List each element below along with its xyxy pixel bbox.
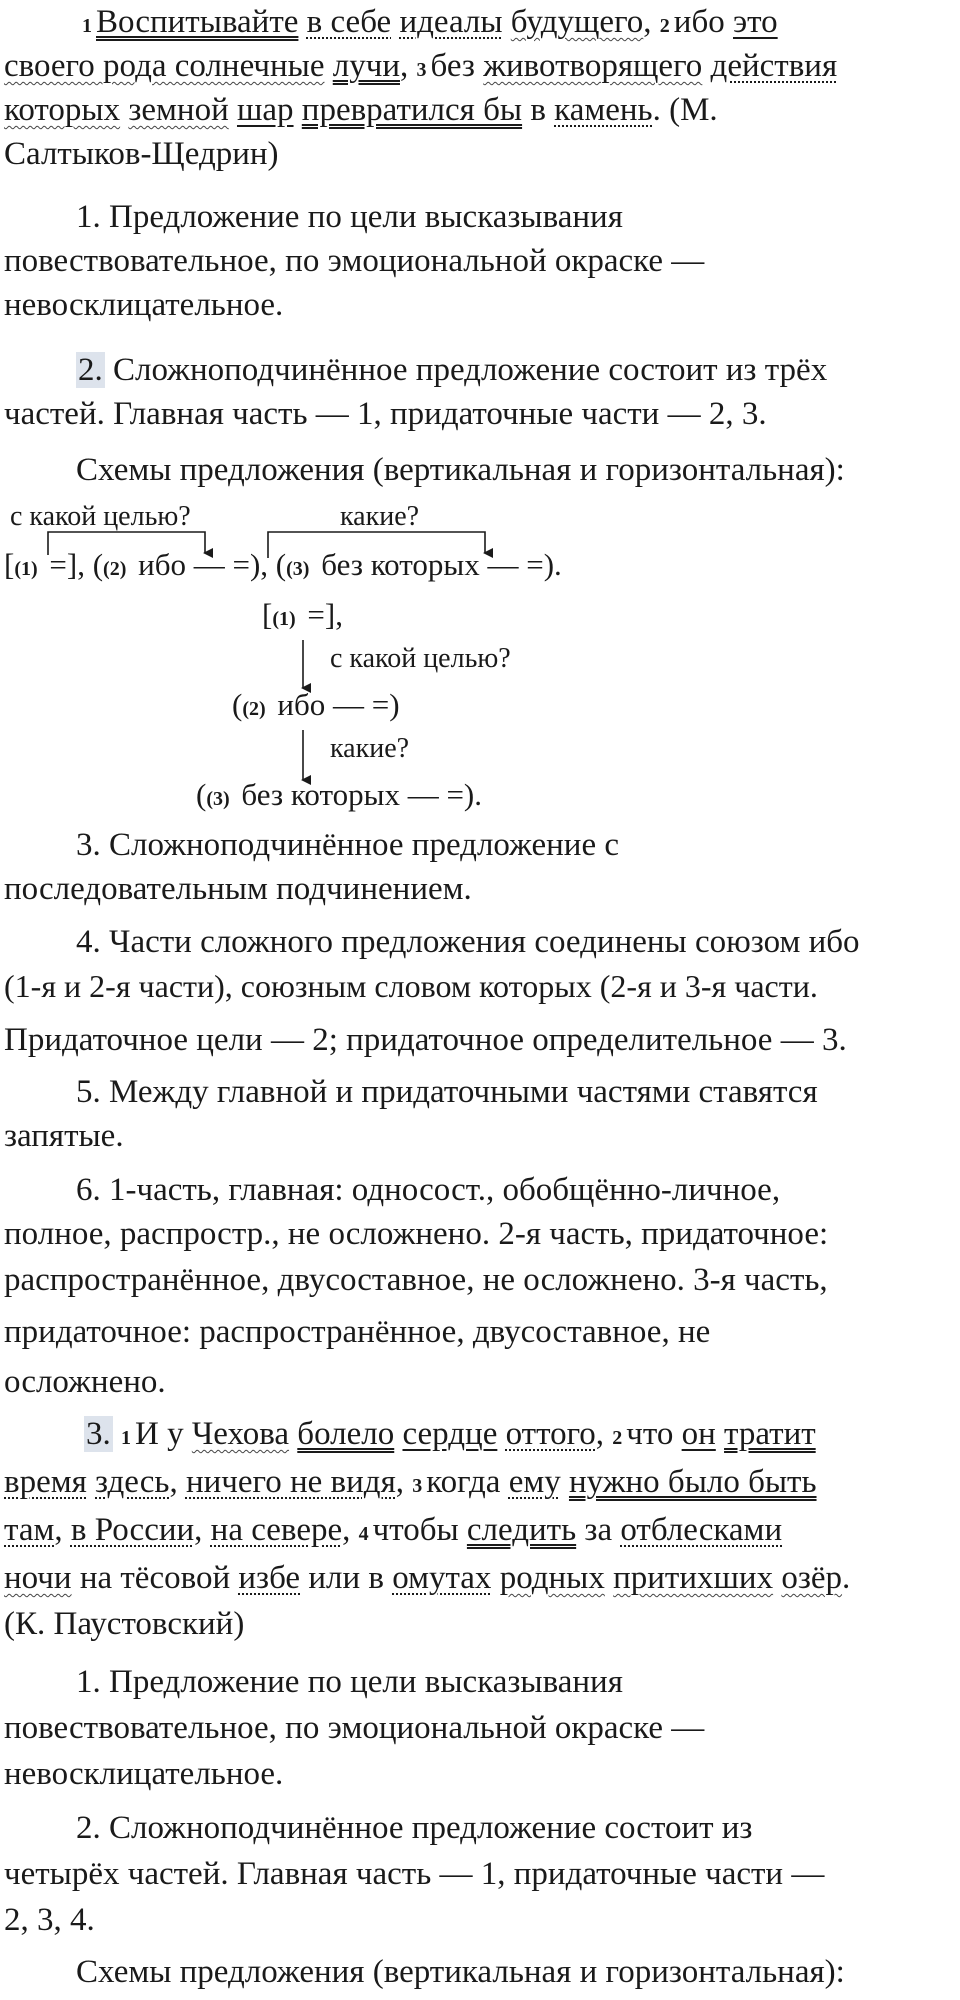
analysis-1-point-4-line-1: 4. Части сложного предложения соединены союзом ибо bbox=[76, 924, 860, 960]
arrow-which bbox=[268, 532, 485, 558]
analysis-1-point-6-line-4: придаточное: распространённое, двусоставное, не bbox=[4, 1314, 711, 1350]
attribute: Чехова bbox=[191, 1416, 290, 1452]
horizontal-scheme: [(1) =], ((2) ибо — =), ((3) без которых — =). bbox=[4, 547, 562, 582]
predicate: Воспитывайте bbox=[96, 4, 299, 40]
vertical-question-purpose: с какой целью? bbox=[330, 643, 511, 674]
part-number: 1 bbox=[121, 1427, 131, 1449]
sentence-2-line-3: там, в России, на севере, 4 чтобы следить за отблесками bbox=[4, 1512, 783, 1548]
vertical-scheme-clause-3: ((3) без которых — =). bbox=[196, 777, 483, 812]
analysis-1-point-5-line-2: запятые. bbox=[4, 1118, 124, 1154]
analysis-1-point-3-line-2: последовательным подчинением. bbox=[4, 871, 472, 907]
object: идеалы bbox=[399, 4, 503, 40]
sentence-2-line-1: 3. 1 И у Чехова болело сердце оттого, 2 что он тратит bbox=[86, 1416, 816, 1452]
analysis-2-point-1-line-1: 1. Предложение по цели высказывания bbox=[76, 1664, 623, 1700]
highlighted-number: 2. bbox=[78, 352, 103, 388]
schemes-title-2: Схемы предложения (вертикальная и горизонтальная): bbox=[76, 1954, 845, 1990]
part-number: 3 bbox=[416, 59, 427, 81]
predicate: лучи bbox=[332, 48, 400, 84]
object: камень bbox=[554, 92, 653, 128]
part-number: 4 bbox=[358, 1523, 369, 1545]
adverbial: ничего не видя bbox=[185, 1464, 396, 1500]
sentence-2-line-2: время здесь, ничего не видя, 3 когда ему нужно было быть bbox=[4, 1464, 817, 1500]
attribute: ночи bbox=[4, 1560, 72, 1596]
object: отблесками bbox=[620, 1512, 783, 1548]
sentence-1-line-2: своего рода солнечные лучи, 3 без животворящего действия bbox=[4, 48, 838, 84]
preposition: в bbox=[530, 92, 546, 128]
analysis-1-point-6-line-5: осложнено. bbox=[4, 1364, 166, 1400]
predicate: следить bbox=[466, 1512, 577, 1548]
analysis-1-point-4-line-2: (1-я и 2-я части), союзным словом которых (2-я и 3-я части. bbox=[4, 968, 818, 1004]
analysis-1-point-1-line-3: невосклицательное. bbox=[4, 287, 284, 323]
analysis-1-point-1-line-1: 1. Предложение по цели высказывания bbox=[76, 199, 623, 235]
analysis-2-point-1-line-2: повествовательное, по эмоциональной окраске — bbox=[4, 1710, 705, 1746]
analysis-1-point-6-line-1: 6. 1-часть, главная: односост., обобщённо-личное, bbox=[76, 1172, 781, 1208]
analysis-1-point-3-line-1: 3. Сложноподчинённое предложение с bbox=[76, 827, 619, 863]
analysis-2-point-1-line-3: невосклицательное. bbox=[4, 1756, 284, 1792]
adverbial: в себе bbox=[306, 4, 392, 40]
part-number: 2 bbox=[612, 1427, 623, 1449]
subject: это bbox=[733, 4, 778, 40]
adverbial: там bbox=[4, 1512, 55, 1548]
analysis-1-point-2-line-1: 2. Сложноподчинённое предложение состоит из трёх bbox=[78, 352, 828, 388]
author-line-2: (К. Паустовский) bbox=[4, 1606, 245, 1642]
part-number: 1 bbox=[82, 15, 92, 37]
attribute: земной bbox=[128, 92, 229, 128]
subject: он bbox=[681, 1416, 716, 1452]
analysis-1-point-1-line-2: повествовательное, по эмоциональной окраске — bbox=[4, 243, 705, 279]
vertical-question-which: какие? bbox=[330, 733, 410, 764]
analysis-1-point-4-line-3: Придаточное цели — 2; придаточное определительное — 3. bbox=[4, 1022, 847, 1058]
schemes-title: Схемы предложения (вертикальная и горизонтальная): bbox=[76, 452, 845, 488]
adverbial: оттого bbox=[505, 1416, 596, 1452]
analysis-2-point-2-line-2: четырёх частей. Главная часть — 1, придаточные части — bbox=[4, 1856, 825, 1892]
scheme-question-which: какие? bbox=[340, 501, 420, 532]
arrow-purpose bbox=[48, 532, 205, 555]
adverbial: на севере bbox=[210, 1512, 343, 1548]
sentence-1-line-1: 1 Воспитывайте в себе идеалы будущего, 2 ибо это bbox=[82, 4, 778, 40]
predicate: нужно было быть bbox=[568, 1464, 817, 1500]
part-number: 2 bbox=[659, 15, 670, 37]
adverbial: здесь bbox=[95, 1464, 170, 1500]
vertical-scheme-clause-2: ((2) ибо — =) bbox=[232, 687, 400, 722]
predicate: превратился бы bbox=[301, 92, 523, 128]
preposition: без bbox=[430, 48, 475, 84]
attribute: родных bbox=[499, 1560, 605, 1596]
subject: шар bbox=[236, 92, 294, 128]
attribute: животворящего bbox=[483, 48, 703, 84]
author-open: . (М. bbox=[652, 92, 718, 128]
attribute: будущего bbox=[510, 4, 644, 40]
author-line: Салтыков-Щедрин) bbox=[4, 136, 279, 172]
attribute: которых bbox=[4, 92, 121, 128]
part-number: 3 bbox=[412, 1475, 423, 1497]
subject: сердце bbox=[402, 1416, 498, 1452]
highlighted-number: 3. bbox=[86, 1416, 111, 1452]
conjunction: ибо bbox=[673, 4, 725, 40]
predicate: болело bbox=[297, 1416, 395, 1452]
analysis-2-point-2-line-3: 2, 3, 4. bbox=[4, 1902, 95, 1938]
adverbial: избе bbox=[238, 1560, 301, 1596]
object: ему bbox=[508, 1464, 561, 1500]
attribute: своего рода солнечные bbox=[4, 48, 325, 84]
attribute: озёр bbox=[781, 1560, 843, 1596]
scheme-question-purpose: с какой целью? bbox=[10, 501, 191, 532]
object: время bbox=[4, 1464, 87, 1500]
adverbial: действия bbox=[710, 48, 838, 84]
adverbial: в России bbox=[70, 1512, 195, 1548]
attribute: притихших bbox=[613, 1560, 774, 1596]
analysis-1-point-6-line-3: распространённое, двусоставное, не осложнено. 3-я часть, bbox=[4, 1262, 828, 1298]
analysis-1-point-6-line-2: полное, распростр., не осложнено. 2-я часть, придаточное: bbox=[4, 1216, 829, 1252]
predicate: тратит bbox=[724, 1416, 816, 1452]
analysis-1-point-5-line-1: 5. Между главной и придаточными частями ставятся bbox=[76, 1074, 818, 1110]
sentence-2-line-4: ночи на тёсовой избе или в омутах родных притихших озёр. bbox=[4, 1560, 851, 1596]
analysis-2-point-2-line-1: 2. Сложноподчинённое предложение состоит из bbox=[76, 1810, 753, 1846]
vertical-scheme-main: [(1) =], bbox=[262, 597, 343, 632]
analysis-1-point-2-line-2: частей. Главная часть — 1, придаточные части — 2, 3. bbox=[4, 396, 767, 432]
adverbial: омутах bbox=[392, 1560, 492, 1596]
